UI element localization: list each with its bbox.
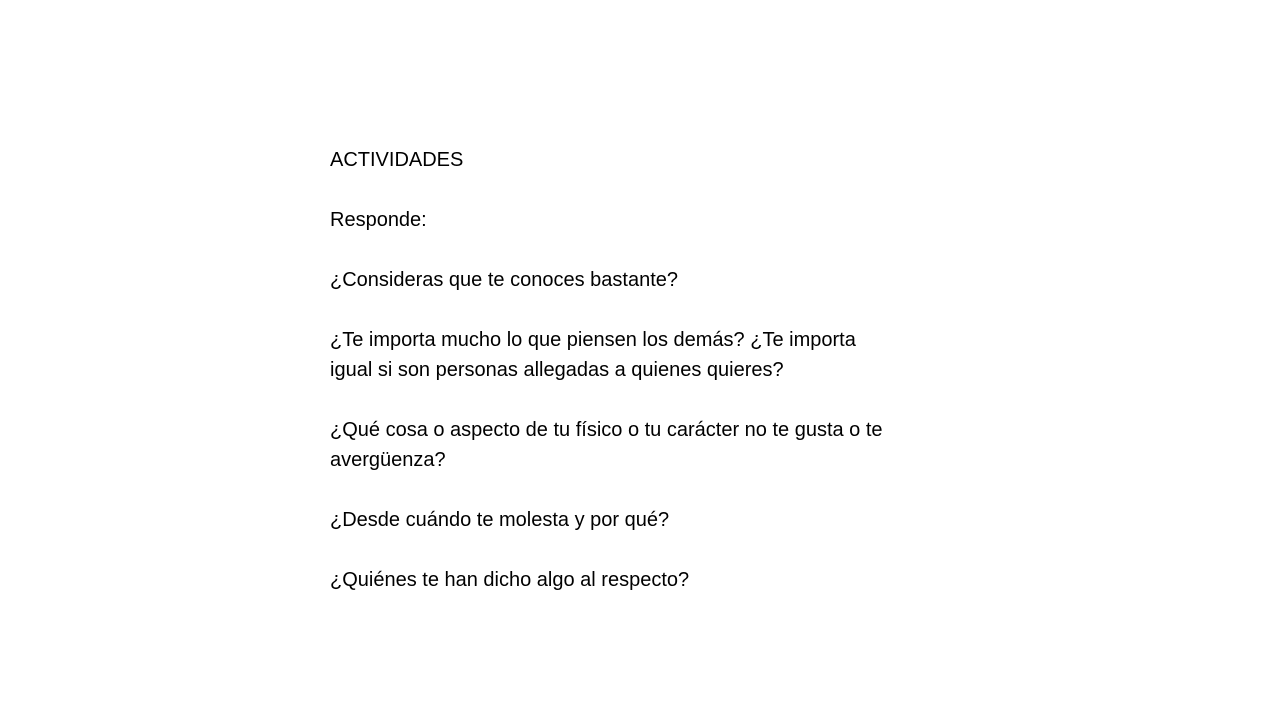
question-3 bbox=[330, 415, 950, 475]
question-line: avergüenza? bbox=[330, 449, 446, 471]
question-line: ¿Desde cuándo te molesta y por qué? bbox=[330, 509, 670, 531]
instruction-text: Responde: bbox=[330, 209, 427, 231]
activities-heading: ACTIVIDADES bbox=[330, 149, 464, 171]
question-line: ¿Consideras que te conoces bastante? bbox=[330, 269, 678, 291]
activity-text-box bbox=[330, 145, 950, 625]
question-4 bbox=[330, 505, 950, 535]
question-line: ¿Qué cosa o aspecto de tu físico o tu carácter no te gusta o te bbox=[330, 419, 883, 441]
question-line: ¿Quiénes te han dicho algo al respecto? bbox=[330, 569, 690, 591]
question-2 bbox=[330, 325, 950, 385]
question-1 bbox=[330, 265, 950, 295]
question-line: ¿Te importa mucho lo que piensen los demás? ¿Te importa bbox=[330, 329, 856, 351]
question-line: igual si son personas allegadas a quienes quieres? bbox=[330, 359, 784, 381]
question-5 bbox=[330, 565, 950, 595]
